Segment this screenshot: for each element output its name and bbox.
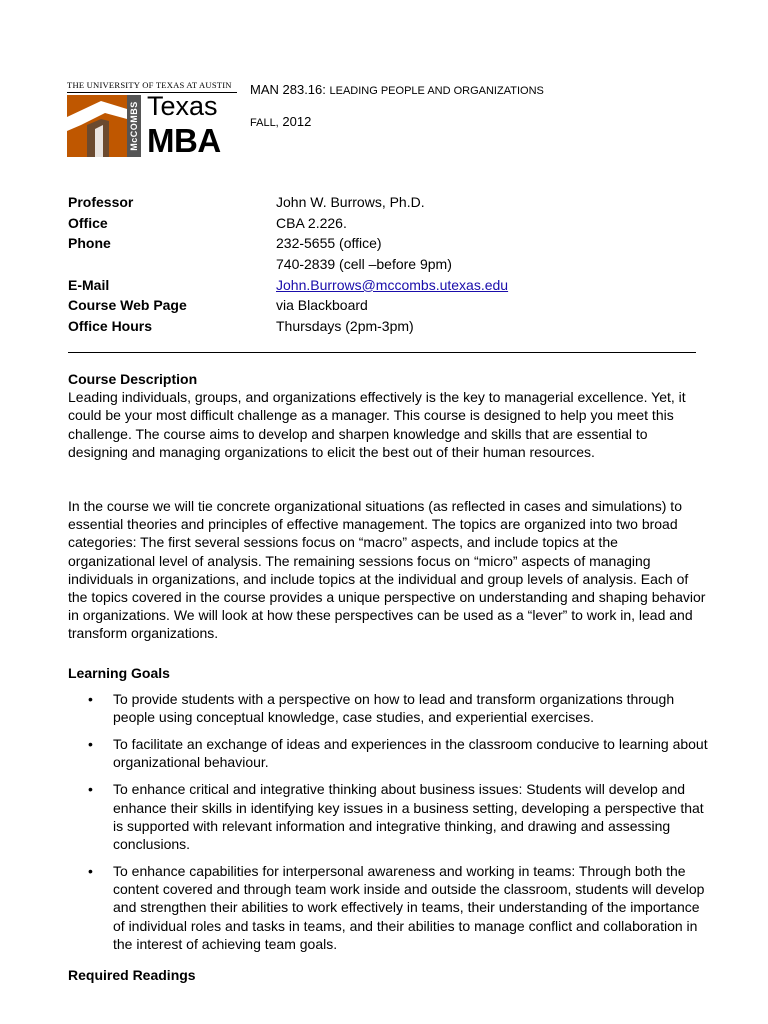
goal-text: To facilitate an exchange of ideas and experiences in the classroom conducive to learning about organizational behaviour.	[113, 736, 708, 771]
email-link[interactable]: John.Burrows@mccombs.utexas.edu	[276, 276, 509, 293]
description-paragraph: In the course we will tie concrete organizational situations (as reflected in cases and simulations) to essential theories and principles of effective management. The topics are organized into two broad categories: The first several sessions focus on “macro” aspects, and include topics at the organizational level of analysis. The remaining sessions focus on “micro” aspects of managing individuals in organizations, and include topics at the individual and group levels of analysis. Each of the topics covered in the course provides a unique perspective on understanding and shaping behavior in organizations. We will look at how these perspectives can be used as a “lever” to work in, lead and transform organizations.	[68, 498, 706, 642]
goal-text: To enhance critical and integrative thinking about business issues: Students will develop and enhance their skills in identifying key issues in a business setting, developing a perspective that is supported with relevant information and integrative thinking, and drawing and assessing conclusions.	[113, 781, 704, 853]
info-label: E-Mail	[68, 276, 110, 293]
course-term-line	[250, 114, 311, 129]
info-value: John W. Burrows, Ph.D.	[276, 194, 425, 210]
list-item	[68, 690, 708, 726]
texas-mba-logo	[67, 80, 239, 158]
course-title: LEADING PEOPLE AND ORGANIZATIONS	[329, 85, 544, 97]
term-label: FALL,	[250, 117, 279, 129]
section-heading: Required Readings	[68, 967, 196, 983]
info-row-phone	[68, 233, 708, 254]
divider	[68, 352, 696, 353]
course-code: MAN 283.16:	[250, 82, 326, 97]
info-row-web	[68, 295, 708, 316]
info-value: Thursdays (2pm-3pm)	[276, 318, 414, 335]
course-title-line	[250, 82, 544, 97]
bullet: •	[88, 691, 93, 707]
info-label: Office	[68, 214, 108, 231]
section-heading: Learning Goals	[68, 665, 170, 681]
section-heading: Course Description	[68, 371, 198, 387]
info-row-email	[68, 275, 708, 296]
learning-goals-heading-wrap	[68, 664, 708, 682]
mccombs-band	[127, 95, 141, 157]
info-value	[276, 275, 508, 296]
list-item	[68, 780, 708, 853]
logo-texas: Texas	[147, 91, 218, 121]
info-value: 740-2839 (cell –before 9pm)	[276, 256, 452, 273]
goal-text: To provide students with a perspective on how to lead and transform organizations through people using conceptual knowledge, case studies, and experiential exercises.	[113, 691, 675, 726]
term-year: 2012	[282, 114, 312, 129]
university-name: THE UNIVERSITY OF TEXAS AT AUSTIN	[67, 80, 232, 90]
info-label: Course Web Page	[68, 297, 187, 314]
list-item	[68, 862, 708, 953]
learning-goals-list	[68, 690, 708, 962]
info-label: Phone	[68, 235, 111, 252]
info-row-professor	[68, 192, 708, 213]
course-description	[68, 370, 708, 461]
info-value: via Blackboard	[276, 297, 368, 314]
logo-mba: MBA	[147, 122, 221, 159]
required-readings	[68, 966, 708, 984]
instructor-info	[68, 192, 708, 337]
bullet: •	[88, 863, 93, 880]
bullet: •	[88, 781, 93, 798]
info-value: CBA 2.226.	[276, 214, 347, 231]
info-row-cell	[68, 254, 708, 275]
info-label: Office Hours	[68, 318, 153, 335]
course-topics	[68, 497, 708, 643]
info-value: 232-5655 (office)	[276, 235, 382, 252]
info-row-office	[68, 213, 708, 234]
info-row-hours	[68, 316, 708, 337]
goal-text: To enhance capabilities for interpersonal awareness and working in teams: Through both the content covered and through team work inside and outside the classroom, students will develop and strengthen their abilities to work effectively in teams, their understanding of the importance of individual roles and tasks in teams, and their abilities to manage conflict and collaboration in the interest of achieving team goals.	[113, 863, 705, 952]
bullet: •	[88, 736, 93, 753]
mccombs-label: McCOMBS	[129, 101, 139, 151]
description-paragraph: Leading individuals, groups, and organizations effectively is the key to managerial excellence. Yet, it could be your most difficult challenge as a manager. This course is designed to help you meet this challenge. The course aims to develop and sharpen knowledge and skills that are essential to designing and managing organizations to elicit the best out of their human resources.	[68, 389, 686, 460]
list-item	[68, 735, 708, 771]
info-label: Professor	[68, 194, 134, 210]
